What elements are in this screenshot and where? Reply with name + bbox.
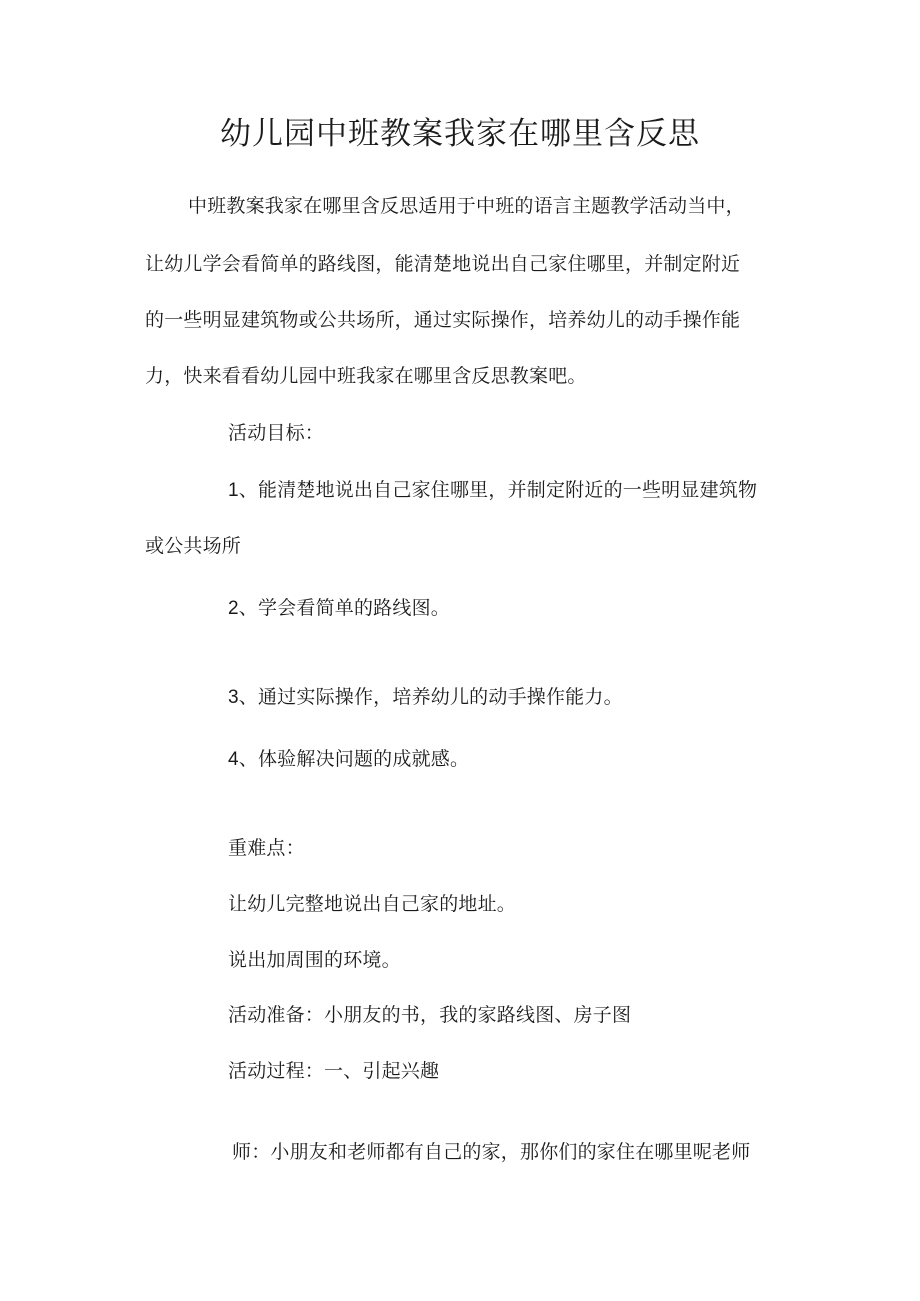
teacher-line: 师：小朋友和老师都有自己的家，那你们的家住在哪里呢老师 [232,1141,751,1163]
process-line: 活动过程：一、引起兴趣 [228,1060,440,1082]
intro-line-4: 力，快来看看幼儿园中班我家在哪里含反思教案吧。 [145,365,587,387]
intro-line-2: 让幼儿学会看简单的路线图，能清楚地说出自己家住哪里，并制定附近 [145,253,741,275]
goal-4-text: 、体验解决问题的成就感。 [238,748,470,770]
goal-1-text: 、能清楚地说出自己家住哪里，并制定附近的一些明显建筑物 [238,479,758,501]
goal-1 [228,476,757,505]
goal-2 [228,594,450,623]
goal-3 [228,683,623,712]
goal-4-number: 4 [228,749,239,770]
intro-line-1: 中班教案我家在哪里含反思适用于中班的语言主题教学活动当中， [188,195,745,217]
goal-1-continued: 或公共场所 [145,535,242,557]
goal-2-number: 2 [228,598,239,619]
goal-1-number: 1 [228,480,239,501]
key-points-heading: 重难点： [228,837,305,859]
key-point-2: 说出加周围的环境。 [228,949,401,971]
intro-line-3: 的一些明显建筑物或公共场所，通过实际操作，培养幼儿的动手操作能 [145,309,741,331]
preparation-line: 活动准备：小朋友的书，我的家路线图、房子图 [228,1004,632,1026]
key-point-1: 让幼儿完整地说出自己家的地址。 [228,893,517,915]
goal-3-number: 3 [228,687,239,708]
goal-3-text: 、通过实际操作，培养幼儿的动手操作能力。 [238,686,623,708]
goals-heading: 活动目标： [228,422,325,444]
goal-2-text: 、学会看简单的路线图。 [238,597,450,619]
goal-4 [228,745,469,774]
document-title: 幼儿园中班教案我家在哪里含反思 [220,116,700,152]
